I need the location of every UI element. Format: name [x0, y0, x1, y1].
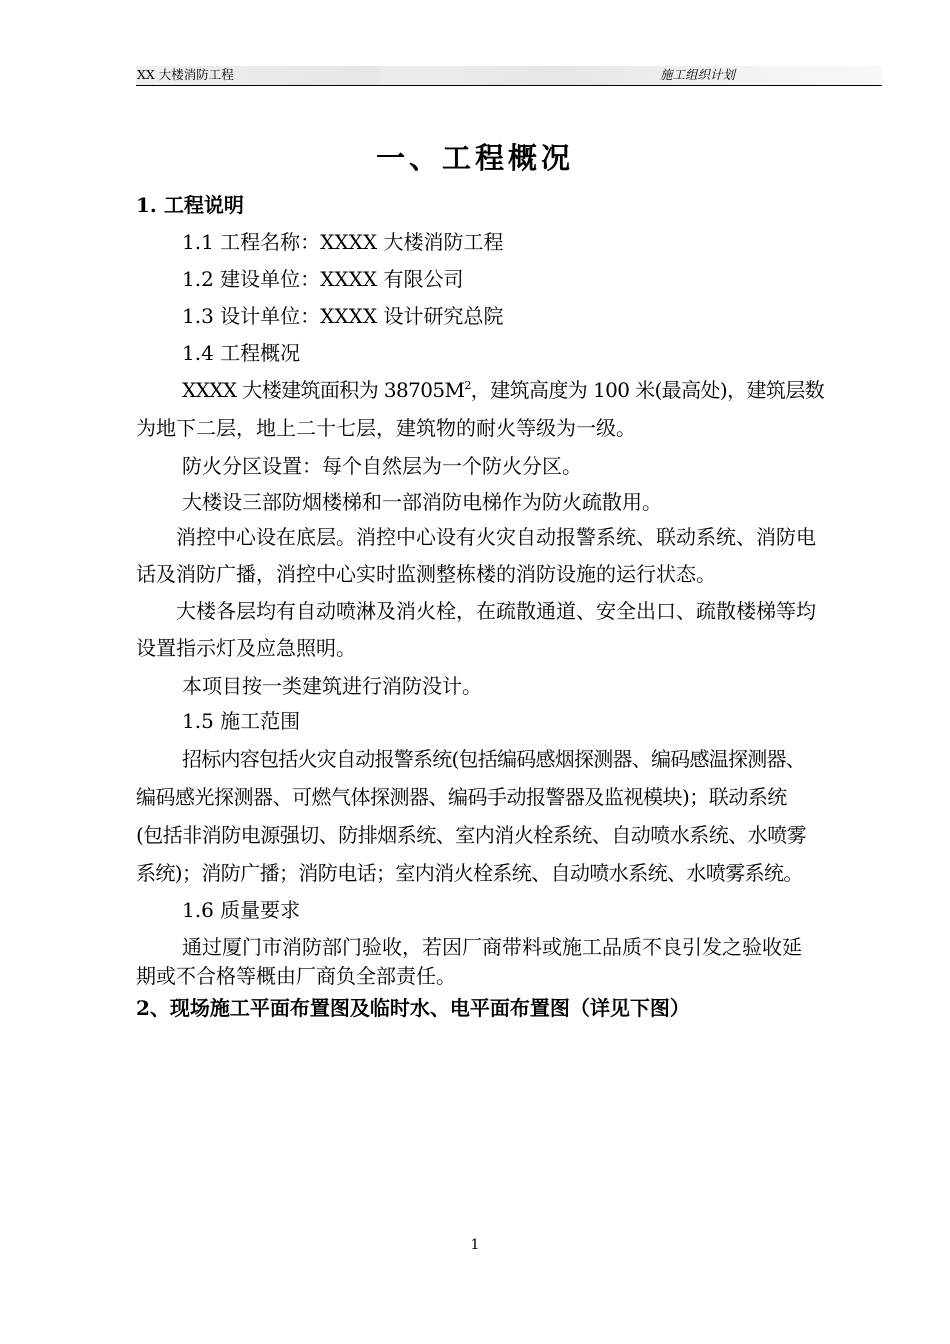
page-number: 1: [470, 1237, 480, 1253]
quality-heading: 1.6 质量要求: [182, 898, 301, 922]
paragraph-scope-line2: 编码感光探测器、可燃气体探测器、编码手动报警器及监视模块)；联动系统: [136, 785, 787, 809]
paragraph-sprinkler-line2: 设置指示灯及应急照明。: [136, 636, 356, 660]
paragraph-control-line1: 消控中心设在底层。消控中心设有火灾自动报警系统、联动系统、消防电: [176, 525, 816, 549]
header-project-name: XX 大楼消防工程: [137, 67, 234, 82]
paragraph-quality-line2: 期或不合格等概由厂商负全部责任。: [136, 964, 456, 988]
scope-heading: 1.5 施工范围: [182, 709, 301, 733]
item-designer: 1.3 设计单位：XXXX 设计研究总院: [182, 304, 504, 328]
paragraph-scope-line1: 招标内容包括火灾自动报警系统(包括编码感烟探测器、编码感温探测器、: [182, 747, 806, 771]
paragraph-scope-line4: 系统)；消防广播；消防电话；室内消火栓系统、自动喷水系统、水喷雾系统。: [136, 861, 803, 885]
paragraph-fire-zone: 防火分区设置：每个自然层为一个防火分区。: [182, 454, 582, 478]
paragraph-design-class: 本项目按一类建筑进行消防没计。: [182, 674, 482, 698]
item-overview-heading: 1.4 工程概况: [182, 341, 301, 365]
page-title: 一、工程概况: [375, 141, 574, 175]
paragraph-scope-line3: (包括非消防电源强切、防排烟系统、室内消火栓系统、自动喷水系统、水喷雾: [136, 823, 807, 847]
section-1-heading: 1. 工程说明: [136, 193, 244, 217]
item-owner: 1.2 建设单位：XXXX 有限公司: [182, 267, 464, 291]
section-2-heading: 2、现场施工平面布置图及临时水、电平面布置图（详见下图）: [136, 996, 690, 1020]
paragraph-sprinkler-line1: 大楼各层均有自动喷淋及消火栓，在疏散通道、安全出口、疏散楼梯等均: [176, 599, 816, 623]
paragraph-stairs: 大楼设三部防烟楼梯和一部消防电梯作为防火疏散用。: [182, 490, 662, 514]
paragraph-control-line2: 话及消防广播，消控中心实时监测整栋楼的消防设施的运行状态。: [136, 562, 716, 586]
page-header: [136, 66, 882, 86]
item-project-name: 1.1 工程名称：XXXX 大楼消防工程: [182, 230, 504, 254]
paragraph-quality-line1: 通过厦门市消防部门验收，若因厂商带料或施工品质不良引发之验收延: [182, 935, 802, 959]
superscript-2: 2: [464, 379, 471, 392]
header-document-type: 施工组织计划: [660, 67, 736, 82]
paragraph-area-line2: 为地下二层，地上二十七层，建筑物的耐火等级为一级。: [136, 416, 636, 440]
paragraph-area-line1: XXXX 大楼建筑面积为 $38705M^2$，建筑高度为 100 米(最高处)，建筑层数: [182, 378, 825, 402]
